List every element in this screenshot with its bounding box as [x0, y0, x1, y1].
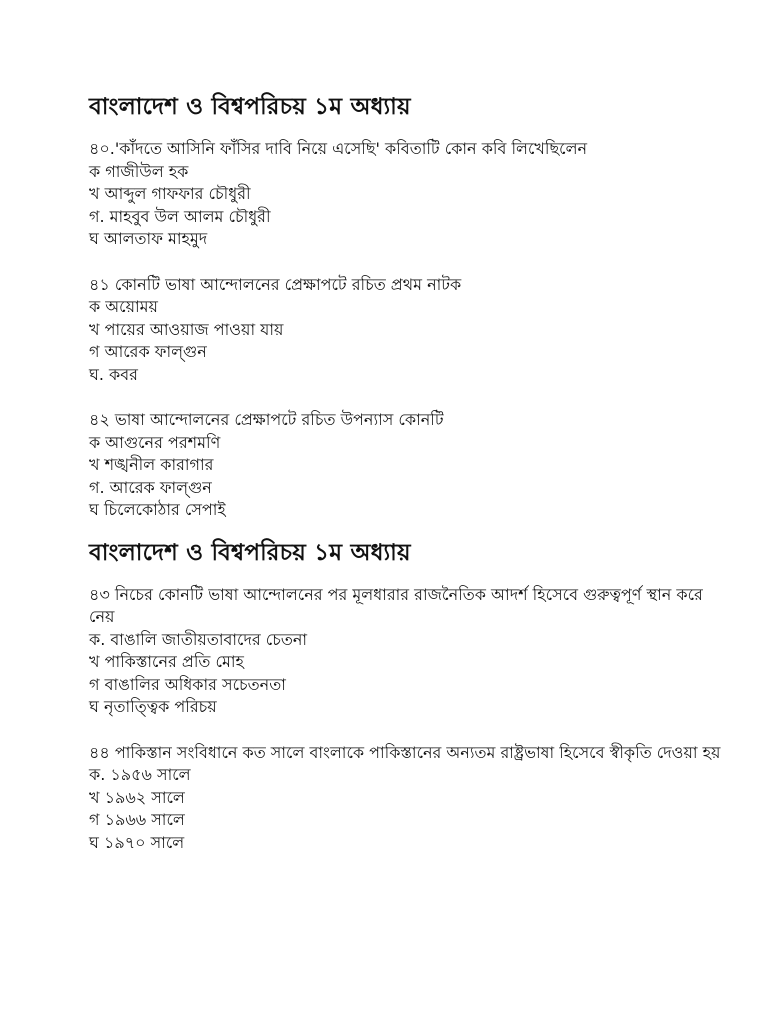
question-text: ৪৩ নিচের কোনটি ভাষা আন্দোলনের পর মূলধারার রাজনৈতিক আদর্শ হিসেবে গুরুত্বপূর্ণ স্থান করে নেয়: [89, 584, 703, 626]
section-heading: বাংলাদেশ ও বিশ্বপরিচয় ১ম অধ্যায়: [89, 539, 411, 566]
question-text: ৪১ কোনটি ভাষা আন্দোলনের প্রেক্ষাপটে রচিত প্রথম নাটক: [89, 274, 462, 294]
option-b: খ আব্দুল গাফফার চৌধুরী: [89, 184, 251, 203]
question-block: [89, 138, 729, 251]
option-d: ঘ নৃতাত্ত্বিক পরিচয়: [89, 697, 217, 716]
question-block: [89, 742, 729, 855]
option-d: ঘ. কবর: [89, 364, 138, 384]
option-a: ক. ১৯৫৬ সালে: [89, 765, 191, 784]
option-b: খ পায়ের আওয়াজ পাওয়া যায়: [89, 319, 284, 339]
option-c: গ. আরেক ফাল্গুন: [89, 477, 212, 497]
question-text: ৪৪ পাকিস্তান সংবিধানে কত সালে বাংলাকে পাকিস্তানের অন্যতম রাষ্ট্রভাষা হিসেবে স্বীকৃতি দেওয়া হয়: [89, 742, 721, 762]
question-block: [89, 274, 729, 387]
option-c: গ আরেক ফাল্গুন: [89, 342, 207, 361]
question-text: ৪০.'কাঁদতে আসিনি ফাঁসির দাবি নিয়ে এসেছি' কবিতাটি কোন কবি লিখেছিলেন: [89, 139, 588, 158]
question-block: [89, 584, 729, 719]
document-page: [89, 92, 729, 854]
option-c: গ বাঙালির অধিকার সচেতনতা: [89, 674, 286, 694]
option-a: ক. বাঙালি জাতীয়তাবাদের চেতনা: [89, 629, 308, 649]
option-d: ঘ আলতাফ মাহমুদ: [89, 229, 208, 248]
option-a: ক আগুনের পরশমণি: [89, 432, 221, 452]
option-c: গ. মাহবুব উল আলম চৌধুরী: [89, 206, 271, 226]
option-c: গ ১৯৬৬ সালে: [89, 810, 185, 829]
option-b: খ পাকিস্তানের প্রতি মোহ: [89, 652, 244, 671]
section-heading: বাংলাদেশ ও বিশ্বপরিচয় ১ম অধ্যায়: [89, 94, 411, 120]
option-b: খ ১৯৬২ সালে: [89, 787, 185, 807]
option-b: খ শঙ্খনীল কারাগার: [89, 455, 214, 474]
question-block: [89, 409, 729, 522]
question-text: ৪২ ভাষা আন্দোলনের প্রেক্ষাপটে রচিত উপন্যাস কোনটি: [89, 410, 444, 429]
option-d: ঘ ১৯৭০ সালে: [89, 832, 185, 852]
option-d: ঘ চিলেকোঠার সেপাই: [89, 500, 226, 519]
option-a: ক অয়োময়: [89, 297, 158, 316]
option-a: ক গাজীউল হক: [89, 161, 189, 181]
